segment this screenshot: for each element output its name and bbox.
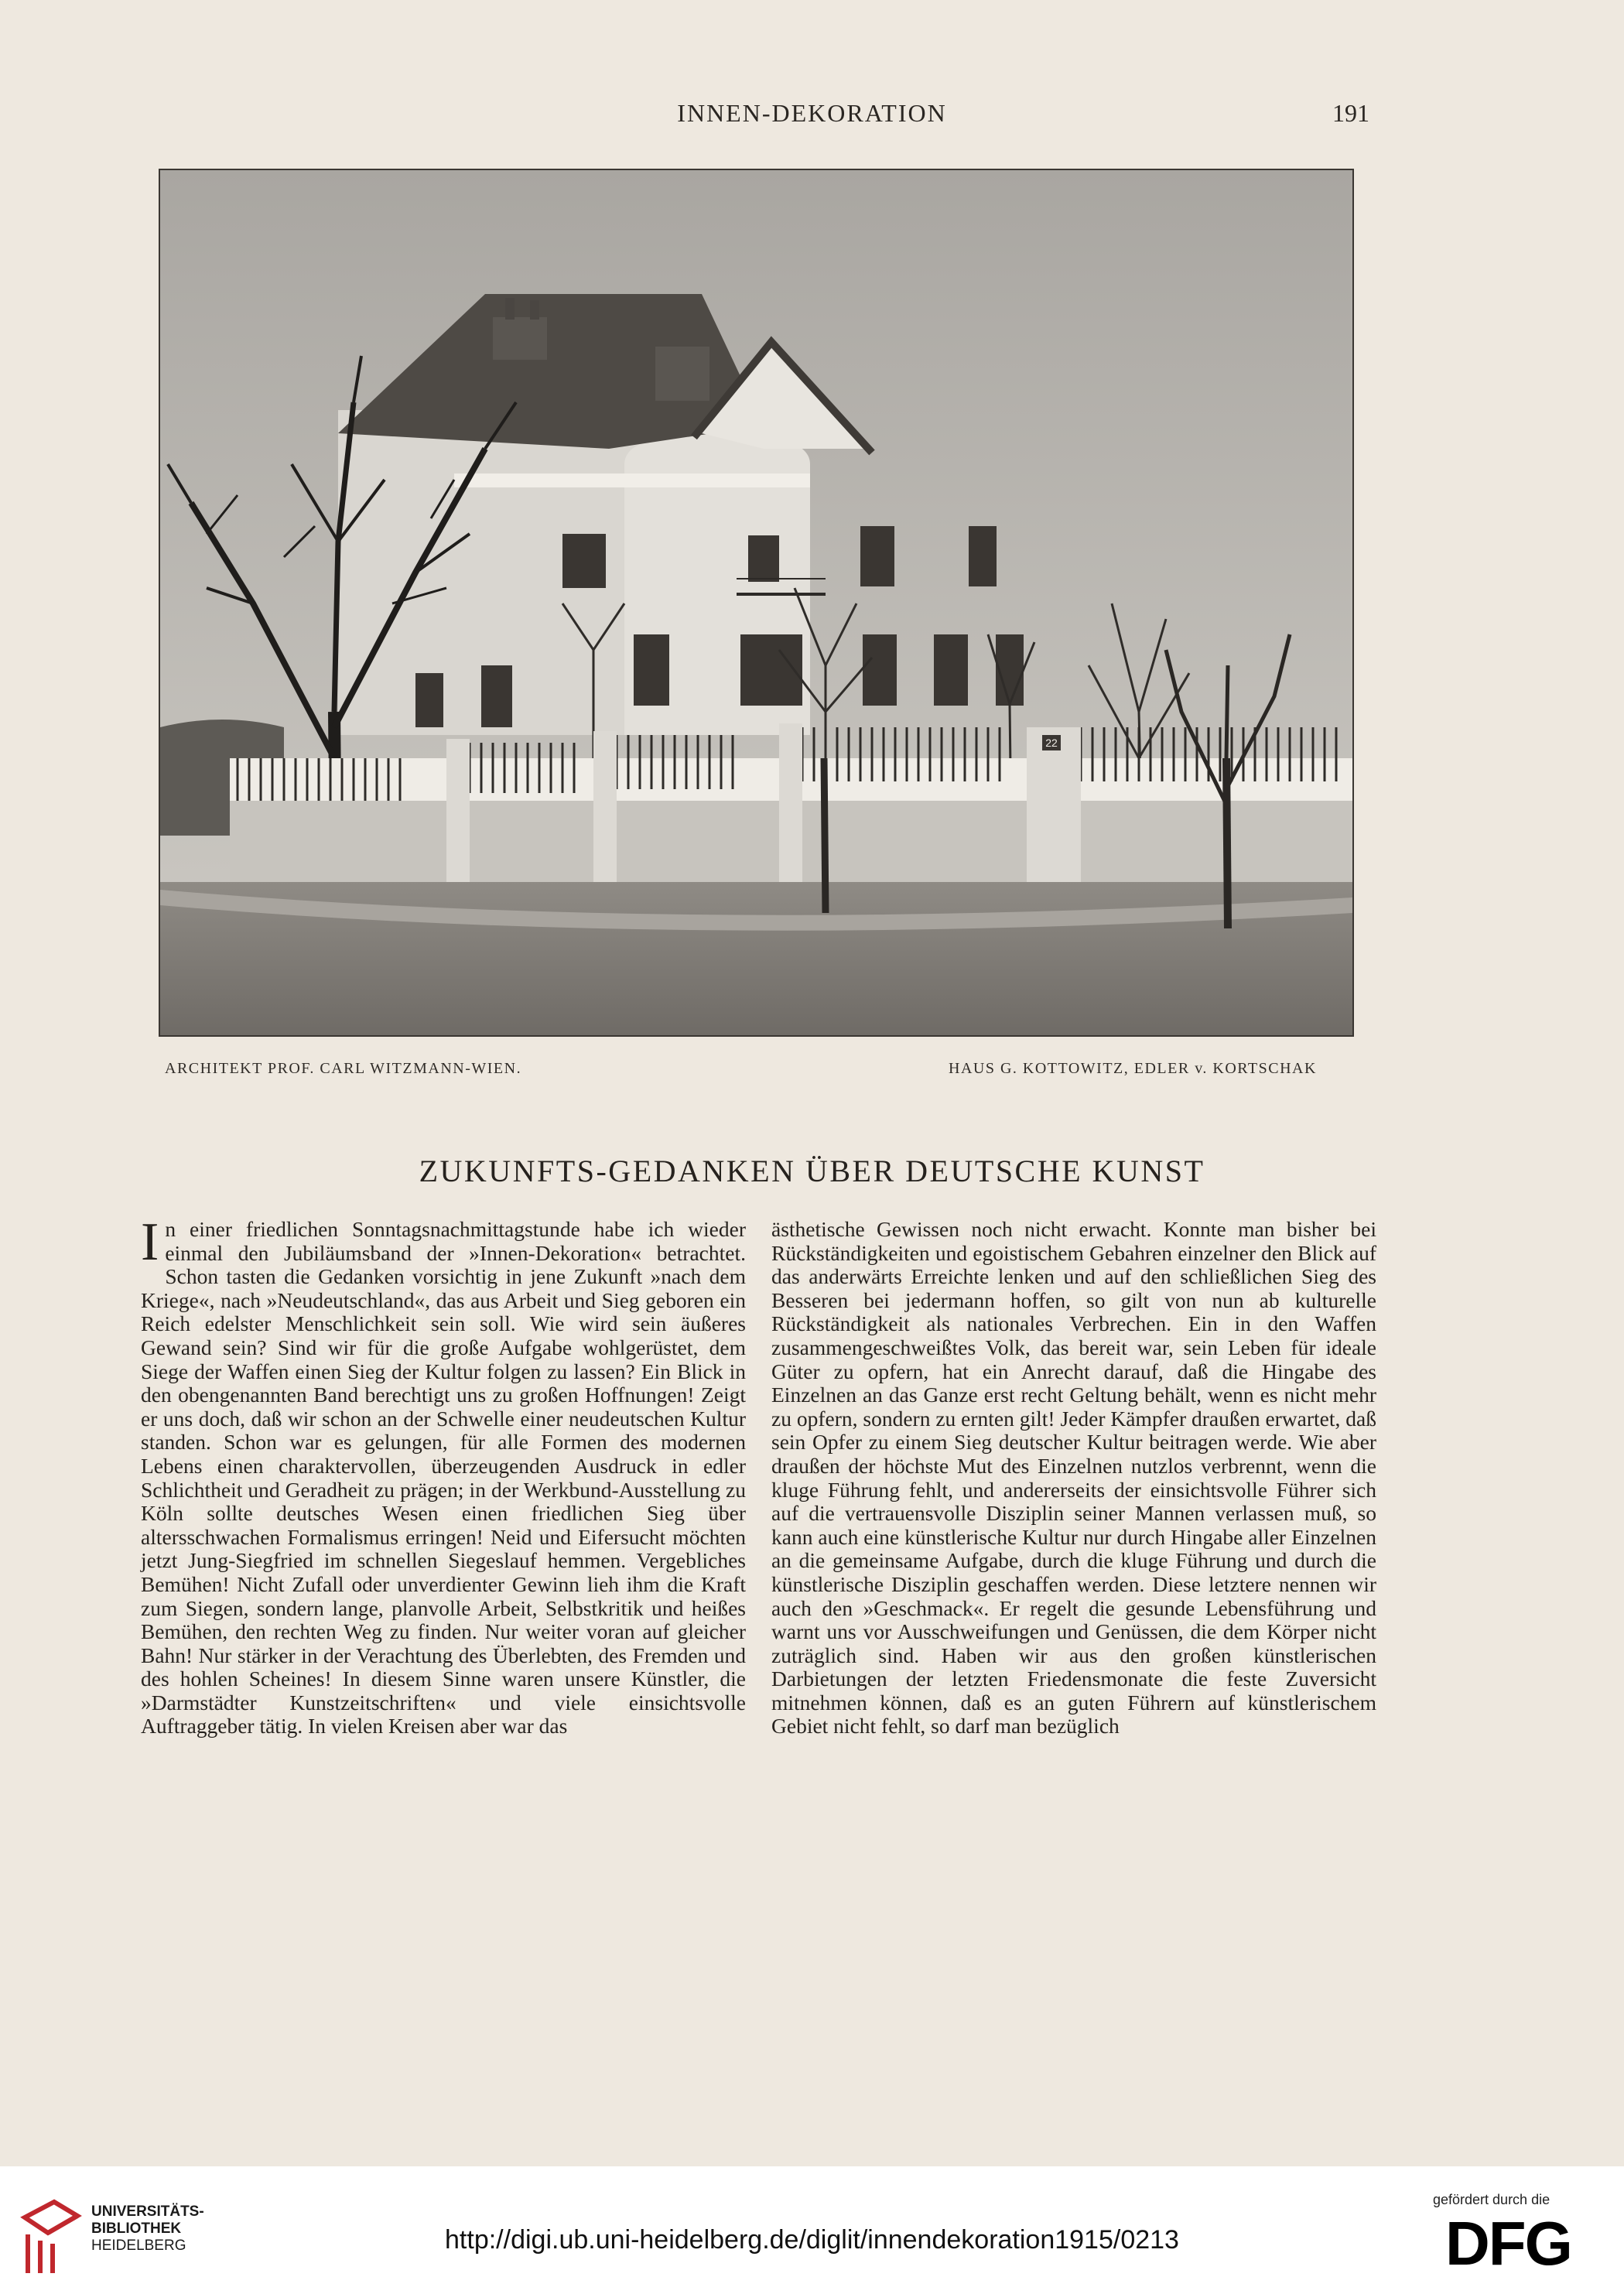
house-number-text: 22 xyxy=(1045,737,1058,749)
house-photo-illustration xyxy=(160,170,1352,1035)
library-name-line3: HEIDELBERG xyxy=(91,2238,186,2254)
drop-cap: I xyxy=(141,1212,159,1272)
article-column-right xyxy=(771,1218,1376,1738)
article-title: ZUKUNFTS-GEDANKEN ÜBER DEUTSCHE KUNST xyxy=(419,1154,1205,1188)
source-url-link[interactable]: http://digi.ub.uni-heidelberg.de/diglit/innendekoration1915/0213 xyxy=(445,2225,1179,2255)
caption-architect: ARCHITEKT PROF. CARL WITZMANN-WIEN. xyxy=(165,1060,522,1077)
funding-note: gefördert durch die xyxy=(1433,2192,1550,2207)
library-name-line2: BIBLIOTHEK xyxy=(91,2220,182,2237)
house-photograph xyxy=(159,169,1354,1037)
caption-house: HAUS G. KOTTOWITZ, EDLER v. KORTSCHAK xyxy=(949,1060,1317,1077)
library-name-line1: UNIVERSITÄTS- xyxy=(91,2203,204,2220)
running-title: INNEN-DEKORATION xyxy=(677,99,947,127)
left-column-text: n einer friedlichen Sonntagsnachmittagstunde habe ich wieder einmal den Jubiläumsband der »Innen-Dekoration« betrachtet. Schon tasten die Gedanken vorsichtig in jene Zukunft »nach dem Kriege«, nach »Neudeutschland«, das aus Arbeit und Sieg geboren ein Reich edelster Menschlichkeit sein soll. Wie wird sein äußeres Gewand sein? Sind wir für die große Aufgabe wohlgerüstet, dem Siege der Waffen einen Sieg der Kultur folgen zu lassen? Ein Blick in den obengenannten Band berechtigt uns zu großen Hoffnungen! Zeigt er uns doch, daß wir schon an der Schwelle einer neudeutschen Kultur standen. Schon war es gelungen, für alle Formen des modernen Lebens einen charaktervollen, überzeugenden Ausdruck in edler Schlichtheit und Geradheit zu prägen; in der Werkbund-Ausstellung zu Köln sollte deutsches Wesen einen friedlichen Sieg über altersschwachen Formalismus erringen! Neid und Eifersucht möchten jetzt Jung-Siegfried im schnellen Siegeslauf hemmen. Vergebliches Bemühen! Nicht Zufall oder unverdienter Gewinn lieh ihm die Kraft zum Siegen, sondern lange, planvolle Arbeit, Selbstkritik und heißes Bemühen, den rechten Weg zu finden. Nur weiter voran auf gleicher Bahn! Nur stärker in der Verachtung des Überlebten, des Fremden und des hohlen Scheines! In diesem Sinne waren unsere Künstler, die »Darmstädter Kunstzeitschriften« und viele einsichtsvolle Auftraggeber tätig. In vielen Kreisen aber war das xyxy=(141,1217,746,1738)
right-column-text: ästhetische Gewissen noch nicht erwacht. Konnte man bisher bei Rückständigkeiten und egoistischem Gebahren einzelner den Blick auf das anderwärts Erreichte lenken und auf den schließlichen Sieg des Besseren bei jedermann hoffen, so gilt von nun ab kulturelle Rückständigkeit als nationales Verbrechen. Ein in den Waffen zusammengeschweißtes Volk, das bereit war, sein Leben für ideale Güter zu opfern, hat ein Anrecht darauf, daß die Hingabe des Einzelnen an das Ganze erst recht Geltung behält, wenn es nicht mehr zu opfern, sondern zu ernten gilt! Jeder Kämpfer draußen erwartet, daß sein Opfer zu einem Sieg deutscher Kultur beitragen werde. Wie aber draußen der höchste Mut des Einzelnen nutzlos verbrennt, wenn die kluge Führung fehlt, und andererseits der einsichtsvolle Führer sich auf die vertrauensvolle Disziplin seiner Mannen verlassen muß, so kann auch eine künstlerische Kultur nur durch Hingabe aller Einzelnen an die gemeinsame Aufgabe, durch die kluge Führung und durch die künstlerische Disziplin geschaffen werden. Diese letztere nennen wir auch den »Geschmack«. Er regelt die gesunde Lebensführung und warnt uns vor Ausschweifungen und Genüssen, die dem Körper nicht zuträglich sind. Haben wir aus den großen künstlerischen Darbietungen der letzten Friedensmonate die feste Zuversicht mitnehmen können, daß es an guten Führern auf künstlerischem Gebiet nicht fehlt, so darf man bezüglich xyxy=(771,1217,1376,1738)
article-column-left xyxy=(141,1212,746,1738)
page-number: 191 xyxy=(1332,99,1369,127)
dfg-logo: DFG xyxy=(1445,2209,1571,2278)
tree-center xyxy=(824,758,826,913)
